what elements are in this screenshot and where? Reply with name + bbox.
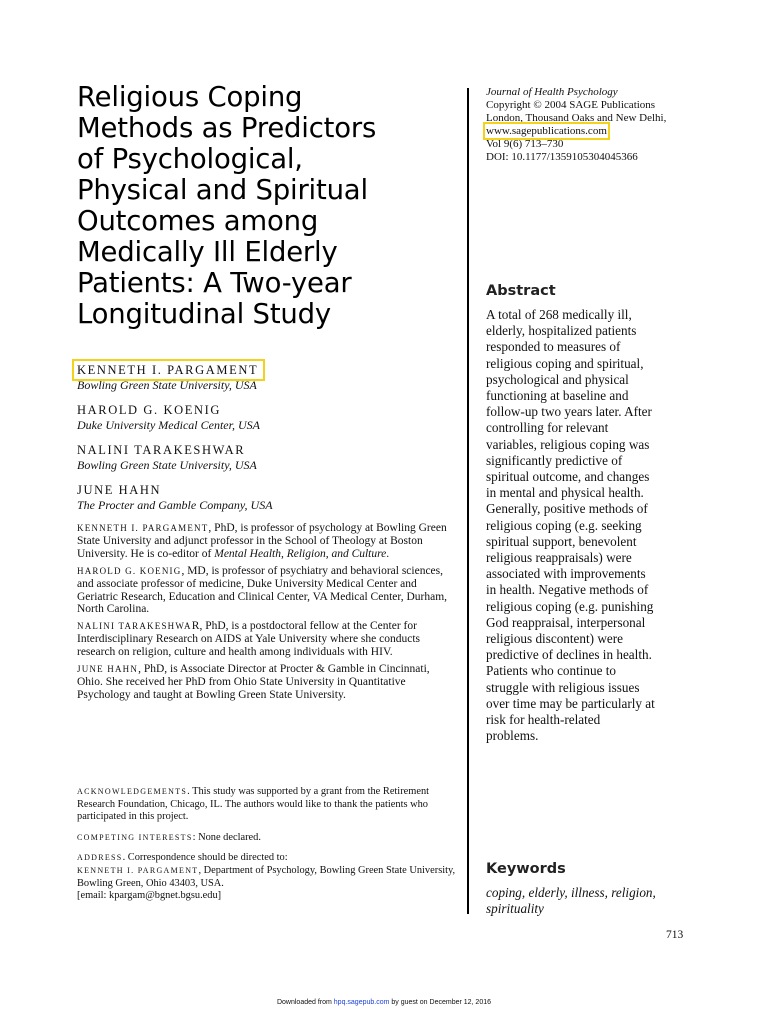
abstract-line: spiritual outcome, and changes [486,469,650,485]
column-divider [467,88,469,914]
competing-text: : None declared. [192,831,261,843]
bio-name: KENNETH I. PARGAMENT [77,523,209,533]
abstract-line: predictive of declines in health. [486,647,652,663]
title-line: of Psychological, [77,143,303,175]
abstract-line: in health. Negative methods of [486,582,649,598]
bio-name: JUNE HAHN [77,664,139,675]
abstract-line: struggle with religious issues [486,679,640,695]
bio-text: , PhD, is Associate Director at Procter & Gamble in Cincinnati, Ohio. She received her PhD from Ohio State University in Quantitative Psychology and taught at Bowling Green State University. [77,663,430,701]
journal-copyright: Copyright © 2004 SAGE Publications [486,98,656,111]
abstract-line: Generally, positive methods of [486,501,648,517]
bio-name: NALINI TARAKESHWA [77,621,192,632]
journal-url-link[interactable]: www.sagepublications.com [486,124,607,137]
acknowledgements [77,786,457,824]
page-number: 713 [666,929,684,941]
address-text: . Correspondence should be directed to: [122,852,288,864]
abstract-line: variables, religious coping was [486,436,650,452]
address [77,852,457,902]
author-name: NALINI TARAKESHWAR [77,443,246,457]
abstract-line: God reappraisal, interpersonal [486,614,646,630]
author-affiliation: Bowling Green State University, USA [77,378,257,392]
abstract-line: problems. [486,728,539,744]
title-line: Patients: A Two-year [77,267,352,299]
footer-link[interactable]: hpq.sagepub.com [333,999,390,1006]
abstract-line: religious coping (e.g. punishing [486,598,654,614]
bio-name-tail: R [191,620,200,633]
author-affiliation: Bowling Green State University, USA [77,458,257,472]
author-name[interactable]: KENNETH I. PARGAMENT [75,362,262,378]
abstract-line: risk for health-related [486,712,601,728]
ack-label: ACKNOWLEDGEMENTS [77,787,188,796]
competing-interests [77,832,457,845]
author-affiliation: Duke University Medical Center, USA [77,418,260,432]
competing-label: COMPETING INTERESTS [77,832,193,842]
journal-name: Journal of Health Psychology [486,86,618,98]
author-list [77,361,457,521]
author-bio [77,620,457,659]
address-detail: , Department of Psychology, Bowling Green State University, Bowling Green, Ohio 43403, USA. [77,864,456,889]
title-line: Physical and Spiritual [77,174,368,206]
keywords-list [486,885,706,917]
abstract-line: follow-up two years later. After [486,404,652,420]
title-line: Longitudinal Study [77,298,331,330]
download-footer [0,999,768,1006]
footer-suffix: by guest on December 12, 2016 [389,999,492,1006]
author-bio [77,663,457,702]
bio-text: , PhD, is professor of psychology at Bowling Green State University and adjunct professor in the School of Theology at Boston University. He is co-editor of [77,522,447,560]
bio-end: . [386,547,390,560]
address-label: ADDRESS [77,853,123,863]
abstract-line: religious discontent) were [486,631,623,647]
author-bios [77,522,457,706]
abstract-line: significantly predictive of [486,452,623,468]
journal-doi: DOI: 10.1177/1359105304045366 [486,150,638,163]
journal-volume: Vol 9(6) 713–730 [486,137,564,150]
author-bio [77,522,457,561]
abstract-line: responded to measures of [486,339,621,355]
abstract-line: over time may be particularly at [486,695,655,711]
abstract-line: spiritual support, benevolent [486,533,637,549]
abstract-line: psychological and physical [486,371,629,387]
abstract-line: Patients who continue to [486,663,617,679]
author-entry [77,441,457,472]
abstract-line: religious coping (e.g. seeking [486,517,642,533]
abstract-line: associated with improvements [486,566,646,582]
author-entry [77,401,457,432]
author-name: JUNE HAHN [77,483,162,497]
author-entry [77,481,457,512]
keywords-heading: Keywords [486,861,566,877]
author-entry [77,361,457,392]
author-bio [77,565,457,617]
title-line: Outcomes among [77,205,319,237]
bio-text: , MD, is professor of psychiatry and behavioral sciences, and associate professor of medicine, Duke University Medical Center and Geriatric Research, Education and Clinical Center, VA Medical Center, Durham, North Carolina. [77,564,448,616]
abstract-line: religious coping and spiritual, [486,355,644,371]
abstract-line: controlling for relevant [486,420,609,436]
footnotes [77,786,457,911]
keywords-line: coping, elderly, illness, religion, [486,885,656,900]
author-affiliation: The Procter and Gamble Company, USA [77,498,273,512]
keywords-line: spirituality [486,901,544,917]
footer-prefix: Downloaded from [276,999,334,1006]
bio-name: HAROLD G. KOENIG [77,565,182,576]
abstract-line: elderly, hospitalized patients [486,323,637,339]
bio-text: , PhD, is a postdoctoral fellow at the Center for Interdisciplinary Research on AIDS at Yale University where she conducts research on religion, culture and health among individuals with HIV. [77,620,421,659]
bio-italic-title: Mental Health, Religion, and Culture [214,547,387,560]
article-title [77,82,437,330]
journal-location: London, Thousand Oaks and New Delhi, [486,111,667,124]
title-line: Methods as Predictors [77,112,377,144]
abstract-line: functioning at baseline and [486,388,629,404]
abstract-line: in mental and physical health. [486,485,644,501]
address-name: KENNETH I. PARGAMENT [77,865,199,875]
abstract-body [486,307,696,744]
abstract-line: A total of 268 medically ill, [486,307,632,322]
author-name: HAROLD G. KOENIG [77,403,221,417]
journal-info [486,86,756,163]
title-line: Medically Ill Elderly [77,236,338,268]
title-line: Religious Coping [77,81,303,113]
address-email[interactable]: [email: kpargam@bgnet.bgsu.edu] [77,890,222,902]
abstract-heading: Abstract [486,283,556,299]
abstract-line: religious reappraisals) were [486,550,632,566]
ack-text: . This study was supported by a grant from the Retirement Research Foundation, Chicago, IL. The authors would like to thank the patients who participated in this project. [77,786,430,823]
